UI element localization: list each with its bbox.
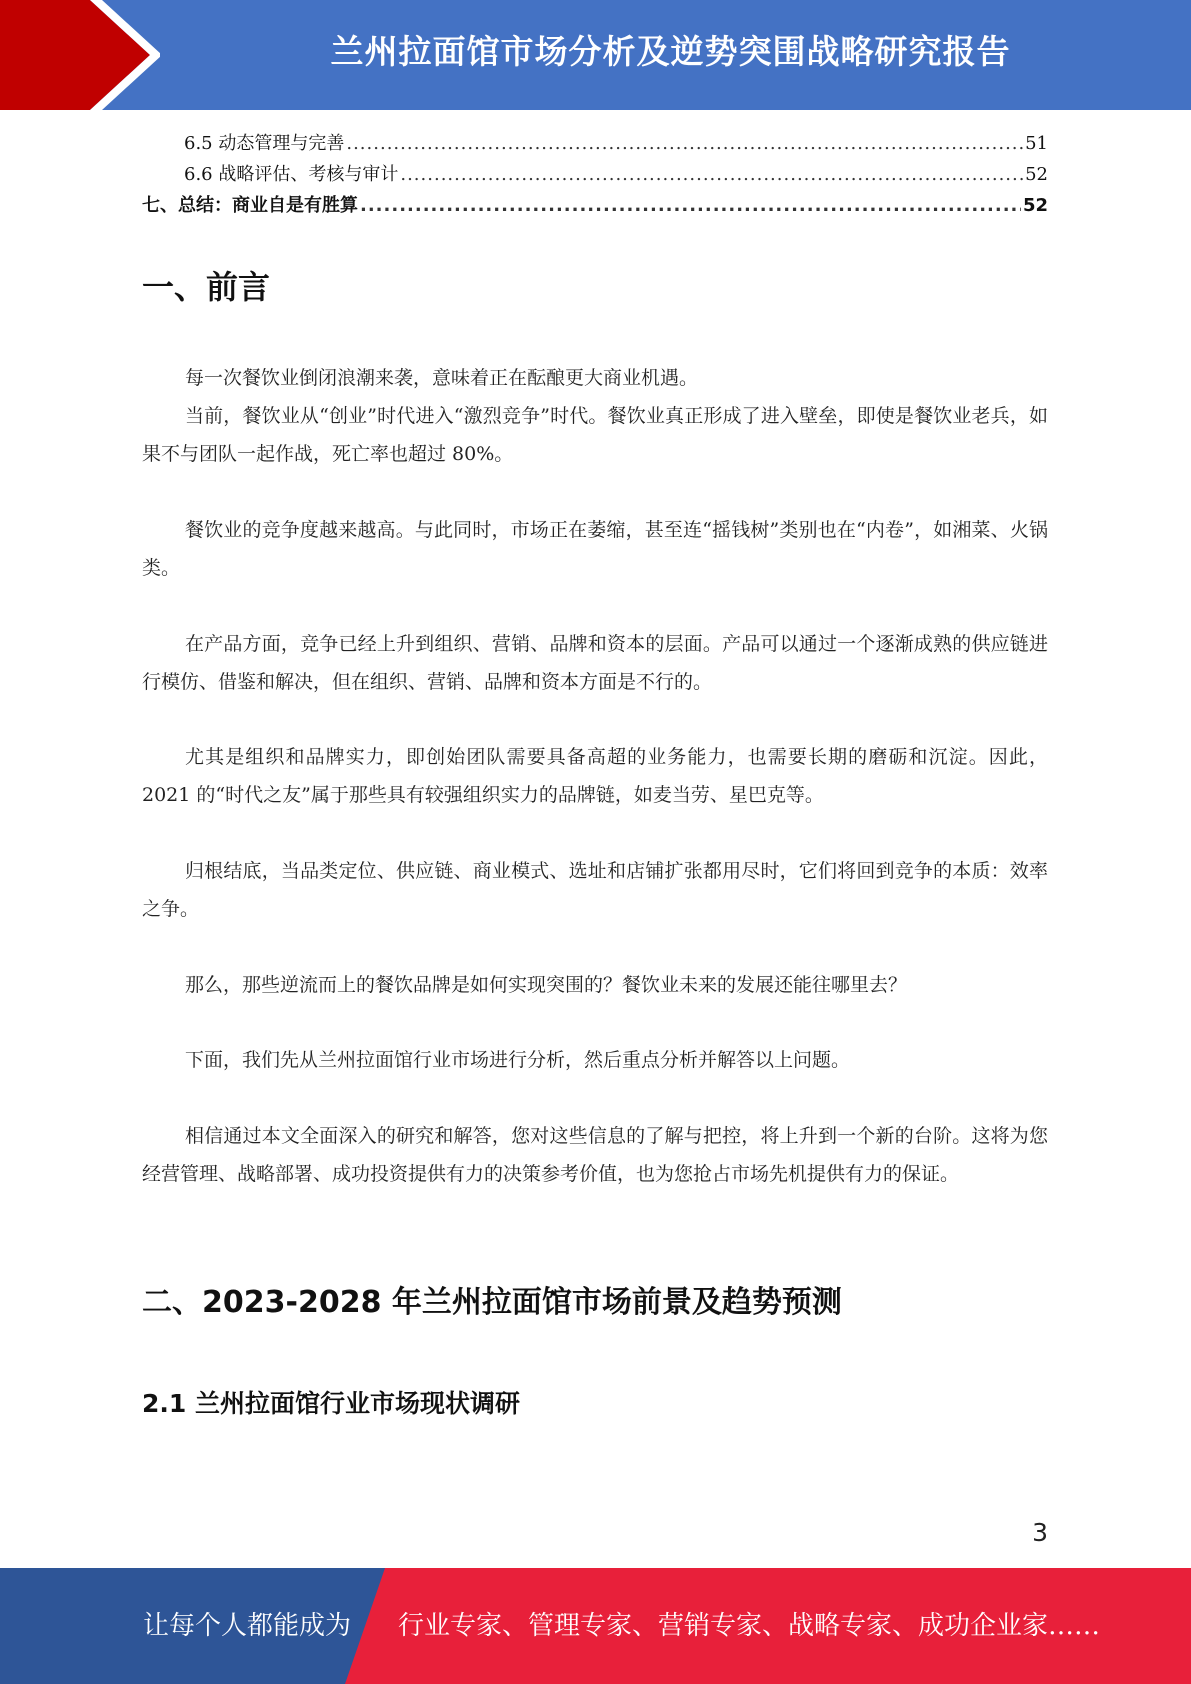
page-header <box>0 0 1191 110</box>
toc-entry-label: 6.5 动态管理与完善 <box>184 133 345 154</box>
toc-dot-leader <box>400 159 1023 190</box>
table-of-contents <box>142 128 1048 221</box>
toc-entry-page: 52 <box>1022 195 1048 216</box>
subsection-heading: 2.1 兰州拉面馆行业市场现状调研 <box>142 1389 520 1418</box>
page-footer <box>0 1568 1191 1684</box>
paragraph: 归根结底，当品类定位、供应链、商业模式、选址和店铺扩张都用尽时，它们将回到竞争的本质：效率之争。 <box>142 860 1048 920</box>
footer-slogan-left: 让每个人都能成为 <box>143 1611 352 1641</box>
paragraph: 在产品方面，竞争已经上升到组织、营销、品牌和资本的层面。产品可以通过一个逐渐成熟的供应链进行模仿、借鉴和解决，但在组织、营销、品牌和资本方面是不行的。 <box>142 633 1048 693</box>
toc-entry-6-5[interactable] <box>142 128 1048 159</box>
toc-dot-leader <box>346 128 1023 159</box>
page-number: 3 <box>1032 1518 1048 1547</box>
toc-entry-label: 6.6 战略评估、考核与审计 <box>184 164 399 185</box>
section-heading-forecast: 二、2023-2028 年兰州拉面馆市场前景及趋势预测 <box>142 1285 842 1320</box>
paragraph: 相信通过本文全面深入的研究和解答，您对这些信息的了解与把控，将上升到一个新的台阶。这将为您经营管理、战略部署、成功投资提供有力的决策参考价值，也为您抢占市场先机提供有力的保证。 <box>142 1125 1048 1185</box>
paragraph: 那么，那些逆流而上的餐饮品牌是如何实现突围的？餐饮业未来的发展还能往哪里去？ <box>185 974 908 996</box>
toc-entry-chapter-7[interactable] <box>142 190 1048 221</box>
toc-dot-leader <box>360 190 1021 221</box>
footer-slogan-right: 行业专家、管理专家、营销专家、战略专家、成功企业家…… <box>398 1611 1101 1641</box>
red-chevron-icon <box>0 0 160 110</box>
toc-entry-label: 七、总结：商业自是有胜算 <box>142 195 358 216</box>
paragraph: 当前，餐饮业从“创业”时代进入“激烈竞争”时代。餐饮业真正形成了进入壁垒，即使是餐饮业老兵，如果不与团队一起作战，死亡率也超过 80%。 <box>142 405 1048 465</box>
toc-entry-6-6[interactable] <box>142 159 1048 190</box>
paragraph: 下面，我们先从兰州拉面馆行业市场进行分析，然后重点分析并解答以上问题。 <box>185 1049 851 1071</box>
paragraph: 尤其是组织和品牌实力，即创始团队需要具备高超的业务能力，也需要长期的磨砺和沉淀。因此，2021 的“时代之友”属于那些具有较强组织实力的品牌链，如麦当劳、星巴克等。 <box>142 746 1048 806</box>
section-heading-preface: 一、前言 <box>142 268 271 306</box>
toc-entry-page: 51 <box>1025 133 1048 154</box>
toc-entry-page: 52 <box>1025 164 1048 185</box>
report-title: 兰州拉面馆市场分析及逆势突围战略研究报告 <box>330 32 1011 71</box>
paragraph: 每一次餐饮业倒闭浪潮来袭，意味着正在酝酿更大商业机遇。 <box>185 367 699 389</box>
paragraph: 餐饮业的竞争度越来越高。与此同时，市场正在萎缩，甚至连“摇钱树”类别也在“内卷”，如湘菜、火锅类。 <box>142 519 1048 579</box>
